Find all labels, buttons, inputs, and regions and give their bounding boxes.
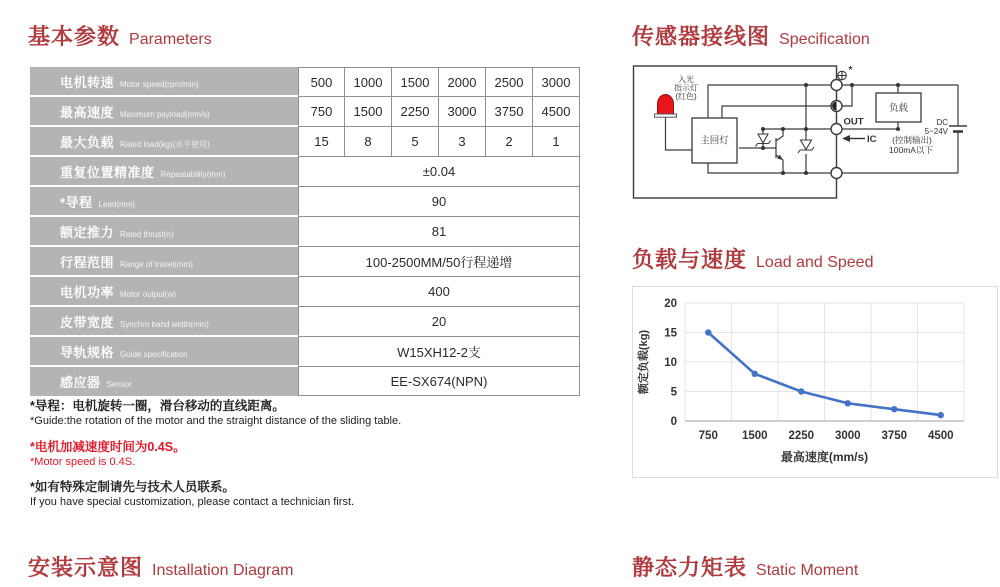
terminal-minus [831, 168, 842, 179]
row-value-cell: 3750 [486, 97, 533, 127]
row-value-cell: 2500 [486, 67, 533, 97]
row-value-cell: 750 [298, 97, 345, 127]
led-base [655, 114, 677, 117]
title-en: Static Moment [756, 562, 859, 579]
row-label-en: Maximum payload(mm/s) [120, 109, 210, 119]
sensor-wiring-diagram [630, 62, 1000, 207]
row-label-cell [30, 187, 298, 217]
title-zh: 安装示意图 [28, 555, 144, 580]
out-label: OUT [843, 116, 864, 128]
y-tick-label: 10 [664, 357, 677, 369]
row-label-en: Lead(mm) [98, 199, 136, 209]
row-value-cell: ±0.04 [298, 157, 580, 187]
row-label-cell [30, 217, 298, 247]
row-label-zh: 电机转速 [60, 74, 115, 90]
ic-arrow-icon [842, 135, 850, 142]
section-title-wiring [632, 20, 870, 51]
x-tick-label: 2250 [788, 430, 815, 442]
row-value-cell: 500 [298, 67, 345, 97]
x-tick-label: 3750 [881, 430, 908, 442]
data-point-marker [705, 329, 711, 335]
row-label-en: Repeatability(mm) [160, 169, 226, 179]
ic-label: IC [867, 134, 877, 145]
row-label-en: Sensor [106, 380, 132, 389]
data-point-marker [845, 400, 851, 406]
zener-bar-right [798, 147, 814, 153]
row-value-cell: 81 [298, 217, 580, 247]
y-tick-label: 15 [664, 327, 677, 340]
row-value-cell: 3 [439, 127, 486, 157]
row-label-en: Synchro band width(mm) [120, 319, 209, 329]
row-label-en: Guide specification [120, 349, 188, 359]
y-tick-label: 20 [664, 298, 677, 310]
row-label-zh: *导程 [60, 194, 93, 210]
row-label-cell [30, 277, 298, 307]
dc-label: DC [936, 118, 948, 127]
main-circuit-label: 主回灯 [700, 135, 729, 147]
row-value-cell: 8 [345, 127, 392, 157]
footnote-zh: *电机加减速度时间为0.4S。 [30, 439, 186, 454]
footnotes [30, 398, 550, 520]
title-zh: 传感器接线图 [632, 24, 771, 49]
table-row [30, 157, 580, 187]
row-value-cell: 20 [298, 307, 580, 337]
section-title-load-speed [632, 243, 873, 274]
row-value-cell: 400 [298, 277, 580, 307]
footnote-en: *Guide:the rotation of the motor and the straight distance of the sliding table. [30, 415, 402, 428]
title-en: Load and Speed [756, 254, 874, 271]
y-axis-title: 额定负载(kg) [638, 329, 650, 395]
table-row [30, 187, 580, 217]
row-value-cell: 90 [298, 187, 580, 217]
x-axis-title: 最高速度(mm/s) [780, 450, 869, 464]
load-speed-chart [632, 286, 998, 478]
row-value-cell: 100-2500MM/50行程递增 [298, 247, 580, 277]
row-value-cell: 15 [298, 127, 345, 157]
data-point-marker [798, 388, 804, 394]
terminal-out [831, 124, 842, 135]
row-label-en: Motor output(w) [120, 289, 177, 299]
data-point-marker [938, 412, 944, 418]
table-row [30, 127, 580, 157]
table-row [30, 217, 580, 247]
row-label-zh: 导轨规格 [60, 344, 115, 360]
row-value-cell: 2 [486, 127, 533, 157]
parameters-table [30, 67, 580, 396]
terminal-plus [831, 80, 842, 91]
title-zh: 静态力矩表 [632, 555, 748, 580]
row-label-zh: 最高速度 [60, 104, 115, 120]
indicator-label-3: (红色) [675, 92, 697, 101]
indicator-label-2: 指示灯 [674, 83, 698, 93]
row-value-cell: 1000 [345, 67, 392, 97]
row-label-cell [30, 127, 298, 157]
section-title-installation [28, 551, 293, 582]
footnote [30, 479, 550, 510]
title-zh: 基本参数 [28, 24, 121, 49]
row-value-cell: 3000 [533, 67, 580, 97]
terminal-star: * [848, 65, 853, 76]
x-tick-label: 3000 [834, 430, 861, 442]
row-label-en: Rated load(kg)(水平使用) [120, 139, 210, 149]
y-tick-label: 5 [670, 386, 677, 399]
table-row [30, 307, 580, 337]
row-label-en: Rated thrust(n) [120, 229, 174, 239]
row-value-cell: 1500 [392, 67, 439, 97]
x-tick-label: 4500 [927, 430, 954, 442]
table-row [30, 337, 580, 367]
row-label-en: Range of travel(mm) [120, 259, 193, 269]
row-label-cell [30, 157, 298, 187]
row-label-cell [30, 97, 298, 127]
title-en: Parameters [129, 31, 212, 48]
footnote-en: *Motor speed is 0.4S. [30, 455, 136, 468]
table-row [30, 247, 580, 277]
y-tick-label: 0 [670, 416, 677, 428]
row-value-cell: 1 [533, 127, 580, 157]
row-value-cell: 1500 [345, 97, 392, 127]
zener-diode-left [758, 134, 768, 143]
data-point-marker [891, 406, 897, 412]
title-en: Specification [779, 31, 870, 48]
row-label-zh: 皮带宽度 [60, 314, 115, 330]
row-label-cell [30, 337, 298, 367]
footnote-en: If you have special customization, please contact a technician first. [30, 496, 355, 509]
row-label-cell [30, 307, 298, 337]
footnote [30, 398, 550, 429]
table-row [30, 277, 580, 307]
indicator-label-1: 入光 [678, 75, 694, 84]
row-label-cell [30, 247, 298, 277]
plus-circle-icon [838, 71, 847, 80]
row-label-zh: 感应器 [60, 375, 101, 390]
row-label-zh: 额定推力 [60, 224, 115, 240]
row-label-zh: 最大负载 [60, 134, 115, 150]
row-value-cell: 2250 [392, 97, 439, 127]
x-tick-label: 750 [698, 430, 718, 442]
row-value-cell: EE-SX674(NPN) [298, 367, 580, 396]
row-value-cell: 4500 [533, 97, 580, 127]
row-value-cell: 2000 [439, 67, 486, 97]
title-en: Installation Diagram [152, 562, 294, 579]
row-value-cell: 5 [392, 127, 439, 157]
row-value-cell: 3000 [439, 97, 486, 127]
table-row [30, 97, 580, 127]
row-label-zh: 行程范围 [60, 254, 115, 270]
row-value-cell: W15XH12-2支 [298, 337, 580, 367]
dc-voltage-label: 5~24V [924, 127, 948, 136]
zener-diode-right [801, 140, 812, 150]
table-row [30, 67, 580, 97]
load-label: 负载 [888, 103, 909, 114]
footnote [30, 439, 550, 470]
led-indicator-icon [658, 95, 674, 115]
title-zh: 负载与速度 [632, 247, 748, 272]
x-tick-label: 1500 [741, 430, 768, 442]
data-point-marker [752, 371, 758, 377]
row-label-zh: 重复位置精准度 [60, 164, 155, 180]
control-output-label: (控制输出) [892, 135, 932, 145]
transistor-emitter-arrow [777, 155, 783, 160]
row-label-zh: 电机功率 [60, 284, 115, 300]
row-label-en: Motor speed(rpm/min) [120, 79, 199, 89]
footnote-zh: *导程：电机旋转一圈，滑台移动的直线距离。 [30, 399, 285, 413]
footnote-zh: *如有特殊定制请先与技术人员联系。 [30, 480, 235, 495]
section-title-static-moment [632, 551, 858, 582]
row-label-cell [30, 67, 298, 97]
row-label-cell [30, 367, 298, 396]
current-limit-label: 100mA以下 [889, 145, 933, 155]
chart-svg [633, 287, 997, 477]
section-title-parameters [28, 20, 212, 51]
table-row [30, 367, 580, 396]
